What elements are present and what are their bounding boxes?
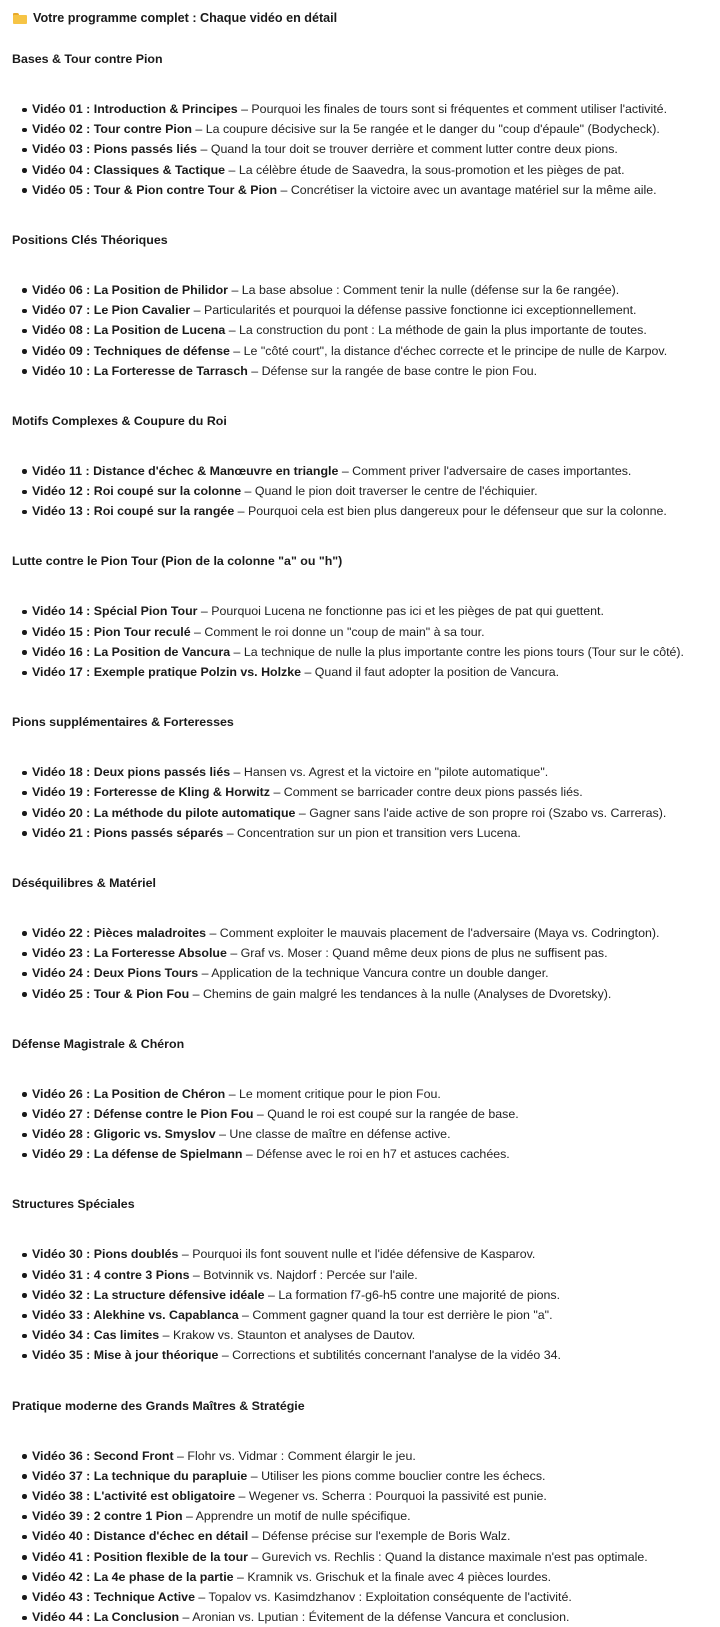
section (12, 1396, 720, 1627)
video-label: Vidéo 39 : 2 contre 1 Pion (32, 1509, 183, 1524)
video-label: Vidéo 22 : Pièces maladroites (32, 925, 207, 940)
video-label: Vidéo 13 : Roi coupé sur la rangée (32, 504, 235, 519)
list-item (12, 461, 720, 481)
section-heading: Motifs Complexes & Coupure du Roi (12, 413, 227, 428)
video-description: Comment exploiter le mauvais placement de l'adversaire (Maya vs. Codrington). (219, 925, 660, 940)
separator: – (189, 986, 203, 1001)
section (12, 49, 720, 230)
list-item (12, 1547, 720, 1567)
separator: – (159, 1328, 173, 1343)
list-item (12, 1446, 720, 1466)
video-label: Vidéo 33 : Alekhine vs. Capablanca (32, 1308, 239, 1322)
video-label: Vidéo 04 : Classiques & Tactique (32, 162, 226, 177)
list-item (12, 119, 720, 139)
separator: – (197, 604, 212, 619)
video-label: Vidéo 19 : Forteresse de Kling & Horwitz (32, 785, 270, 800)
video-description: Quand le roi est coupé sur la rangée de base. (267, 1106, 519, 1121)
video-description: Défense avec le roi en h7 et astuces cachées. (256, 1147, 510, 1162)
list-item (12, 361, 720, 381)
section-heading: Structures Spéciales (12, 1197, 135, 1212)
video-label: Vidéo 01 : Introduction & Principes (32, 102, 238, 116)
video-description: Comment gagner quand la tour est derrière le pion "a". (252, 1308, 553, 1322)
list-item (12, 1305, 720, 1325)
list-item (12, 823, 720, 843)
separator: – (191, 122, 206, 137)
video-description: Aronian vs. Lputian : Évitement de la défense Vancura et conclusion. (192, 1610, 570, 1625)
video-description: Gagner sans l'aide active de son propre roi (Szabo vs. Carreras). (309, 805, 667, 820)
page-title-text: Votre programme complet : Chaque vidéo en détail (33, 11, 338, 25)
list-item (12, 481, 720, 501)
separator: – (223, 825, 238, 840)
video-description: Quand le pion doit traverser le centre de l'échiquier. (254, 484, 538, 499)
list-item (12, 1265, 720, 1285)
video-description: Le "côté court", la distance d'échec correcte et le principe de nulle de Karpov. (243, 343, 668, 358)
separator: – (228, 282, 242, 297)
video-list (12, 1244, 720, 1365)
separator: – (197, 142, 211, 157)
separator: – (234, 504, 248, 519)
separator: – (238, 1308, 253, 1322)
video-description: Pourquoi ils font souvent nulle et l'idée défensive de Kasparov. (192, 1247, 536, 1262)
video-label: Vidéo 09 : Techniques de défense (32, 343, 230, 358)
video-label: Vidéo 27 : Défense contre le Pion Fou (32, 1106, 254, 1121)
video-label: Vidéo 12 : Roi coupé sur la colonne (32, 484, 242, 499)
video-list (12, 461, 720, 522)
section (12, 712, 720, 873)
separator: – (247, 363, 262, 378)
section-heading: Pions supplémentaires & Forteresses (12, 715, 234, 730)
video-label: Vidéo 35 : Mise à jour théorique (32, 1348, 219, 1363)
separator: – (190, 303, 204, 318)
list-item (12, 1345, 720, 1365)
video-description: Botvinnik vs. Najdorf : Percée sur l'aile. (203, 1267, 418, 1282)
video-description: La coupure décisive sur la 5e rangée et le danger du "coup d'épaule" (Bodycheck). (205, 122, 660, 137)
separator: – (194, 1589, 209, 1604)
section-heading: Bases & Tour contre Pion (12, 52, 163, 66)
separator: – (237, 102, 252, 116)
list-item (12, 160, 720, 180)
video-label: Vidéo 03 : Pions passés liés (32, 142, 198, 157)
list-item (12, 1285, 720, 1305)
list-item (12, 1486, 720, 1506)
video-label: Vidéo 30 : Pions doublés (32, 1247, 179, 1262)
separator: – (230, 644, 244, 659)
video-description: La célèbre étude de Saavedra, la sous-promotion et les pièges de pat. (238, 162, 625, 177)
separator: – (173, 1448, 188, 1463)
list-item (12, 923, 720, 943)
list-item (12, 963, 720, 983)
list-item (12, 762, 720, 782)
video-description: Pourquoi cela est bien plus dangereux pour le défenseur que sur la colonne. (248, 504, 667, 519)
video-label: Vidéo 29 : La défense de Spielmann (32, 1147, 243, 1162)
video-description: Kramnik vs. Grischuk et la finale avec 4 pièces lourdes. (247, 1569, 552, 1584)
video-description: Krakow vs. Staunton et analyses de Dautov. (172, 1328, 416, 1343)
video-label: Vidéo 41 : Position flexible de la tour (32, 1549, 248, 1564)
video-description: Défense précise sur l'exemple de Boris Walz. (261, 1529, 511, 1544)
separator: – (301, 665, 315, 679)
video-description: Wegener vs. Scherra : Pourquoi la passivité est punie. (248, 1488, 547, 1503)
separator: – (206, 925, 220, 940)
list-item (12, 139, 720, 159)
video-description: La technique de nulle la plus importante contre les pions tours (Tour sur le côté). (243, 644, 684, 659)
video-label: Vidéo 34 : Cas limites (32, 1328, 160, 1343)
list-item (12, 782, 720, 802)
list-item (12, 280, 720, 300)
list-item (12, 341, 720, 361)
list-item (12, 99, 720, 119)
video-label: Vidéo 08 : La Position de Lucena (32, 323, 226, 338)
video-description: Une classe de maître en défense active. (229, 1127, 451, 1142)
video-label: Vidéo 31 : 4 contre 3 Pions (32, 1267, 190, 1282)
video-description: Application de la technique Vancura contre un double danger. (211, 966, 549, 981)
video-description: Comment priver l'adversaire de cases importantes. (352, 463, 632, 478)
video-label: Vidéo 18 : Deux pions passés liés (32, 765, 231, 780)
video-label: Vidéo 24 : Deux Pions Tours (32, 966, 199, 981)
separator: – (179, 1610, 193, 1625)
separator: – (248, 1529, 262, 1544)
list-item (12, 984, 720, 1004)
section-heading: Pratique moderne des Grands Maîtres & Stratégie (12, 1398, 305, 1413)
separator: – (218, 1348, 233, 1363)
section (12, 230, 720, 411)
list-item (12, 1144, 720, 1164)
video-label: Vidéo 26 : La Position de Chéron (32, 1086, 226, 1101)
list-item (12, 803, 720, 823)
video-label: Vidéo 15 : Pion Tour reculé (32, 624, 191, 639)
video-label: Vidéo 36 : Second Front (32, 1448, 174, 1463)
video-list (12, 601, 720, 682)
video-label: Vidéo 06 : La Position de Philidor (32, 282, 228, 297)
video-description: Le moment critique pour le pion Fou. (239, 1086, 441, 1101)
video-description: La base absolue : Comment tenir la nulle (défense sur la 6e rangée). (241, 282, 620, 297)
video-description: Apprendre un motif de nulle spécifique. (195, 1509, 411, 1524)
separator: – (178, 1247, 193, 1262)
video-label: Vidéo 43 : Technique Active (32, 1589, 195, 1604)
separator: – (235, 1488, 249, 1503)
video-description: Concentration sur un pion et transition vers Lucena. (237, 825, 521, 840)
list-item (12, 1567, 720, 1587)
video-description: Pourquoi Lucena ne fonctionne pas ici et les pièges de pat qui guettent. (211, 604, 604, 619)
video-label: Vidéo 28 : Gligoric vs. Smyslov (32, 1127, 216, 1142)
video-description: Utiliser les pions comme bouclier contre les échecs. (261, 1468, 546, 1483)
video-description: La formation f7-g6-h5 contre une majorité de pions. (278, 1287, 561, 1302)
list-item (12, 501, 720, 521)
list-item (12, 943, 720, 963)
separator: – (253, 1106, 268, 1121)
video-label: Vidéo 17 : Exemple pratique Polzin vs. Holzke (32, 665, 302, 679)
list-item (12, 1587, 720, 1607)
separator: – (225, 162, 239, 177)
video-description: Corrections et subtilités concernant l'analyse de la vidéo 34. (232, 1348, 561, 1363)
list-item (12, 642, 720, 662)
video-label: Vidéo 38 : L'activité est obligatoire (32, 1488, 236, 1503)
separator: – (295, 805, 310, 820)
section-heading: Déséquilibres & Matériel (12, 875, 156, 890)
section (12, 1034, 720, 1195)
list-item (12, 180, 720, 200)
video-description: La construction du pont : La méthode de gain la plus importante de toutes. (239, 323, 647, 338)
separator: – (277, 182, 291, 197)
separator: – (225, 323, 240, 338)
video-label: Vidéo 10 : La Forteresse de Tarrasch (32, 363, 248, 378)
separator: – (189, 1267, 204, 1282)
video-list (12, 1446, 720, 1627)
video-description: Chemins de gain malgré les tendances à la nulle (Analyses de Dvoretsky). (202, 986, 612, 1001)
video-list (12, 280, 720, 381)
separator: – (215, 1127, 230, 1142)
separator: – (338, 463, 353, 478)
video-description: Hansen vs. Agrest et la victoire en "pilote automatique". (243, 765, 549, 780)
separator: – (247, 1549, 262, 1564)
separator: – (225, 1086, 240, 1101)
separator: – (233, 1569, 248, 1584)
separator: – (198, 966, 212, 981)
list-item (12, 1325, 720, 1345)
list-item (12, 1607, 720, 1627)
video-description: Quand il faut adopter la position de Vancura. (314, 665, 560, 679)
section (12, 1194, 720, 1395)
video-description: Concrétiser la victoire avec un avantage matériel sur la même aile. (290, 182, 657, 197)
list-item (12, 300, 720, 320)
video-description: Comment se barricader contre deux pions passés liés. (283, 785, 583, 800)
sections (12, 49, 720, 1627)
video-label: Vidéo 42 : La 4e phase de la partie (32, 1569, 234, 1584)
video-label: Vidéo 05 : Tour & Pion contre Tour & Pion (32, 182, 278, 197)
video-description: Quand la tour doit se trouver derrière et comment lutter contre deux pions. (210, 142, 618, 157)
video-description: Graf vs. Moser : Quand même deux pions de plus ne suffisent pas. (240, 946, 608, 961)
video-description: Gurevich vs. Rechlis : Quand la distance maximale n'est pas optimale. (261, 1549, 648, 1564)
video-description: Flohr vs. Vidmar : Comment élargir le jeu. (187, 1448, 416, 1463)
list-item (12, 601, 720, 621)
video-description: Défense sur la rangée de base contre le pion Fou. (261, 363, 538, 378)
video-label: Vidéo 20 : La méthode du pilote automatique (32, 805, 296, 820)
separator: – (190, 624, 205, 639)
video-description: Comment le roi donne un "coup de main" à sa tour. (204, 624, 485, 639)
separator: – (230, 765, 244, 780)
list-item (12, 1124, 720, 1144)
video-label: Vidéo 16 : La Position de Vancura (32, 644, 231, 659)
video-label: Vidéo 44 : La Conclusion (32, 1610, 180, 1625)
separator: – (241, 484, 255, 499)
separator: – (226, 946, 241, 961)
separator: – (229, 343, 244, 358)
video-description: Topalov vs. Kasimdzhanov : Exploitation conséquente de l'activité. (208, 1589, 572, 1604)
video-list (12, 1084, 720, 1165)
video-list (12, 762, 720, 843)
video-label: Vidéo 11 : Distance d'échec & Manœuvre en triangle (32, 463, 339, 478)
section (12, 873, 720, 1034)
video-label: Vidéo 02 : Tour contre Pion (32, 122, 192, 137)
list-item (12, 1104, 720, 1124)
list-item (12, 1084, 720, 1104)
section (12, 551, 720, 712)
video-list (12, 923, 720, 1004)
video-label: Vidéo 32 : La structure défensive idéale (32, 1287, 265, 1302)
separator: – (242, 1147, 257, 1162)
video-label: Vidéo 40 : Distance d'échec en détail (32, 1529, 249, 1544)
list-item (12, 320, 720, 340)
separator: – (182, 1509, 196, 1524)
video-description: Pourquoi les finales de tours sont si fréquentes et comment utiliser l'activité. (251, 102, 668, 116)
list-item (12, 662, 720, 682)
separator: – (264, 1287, 279, 1302)
separator: – (247, 1468, 262, 1483)
video-label: Vidéo 25 : Tour & Pion Fou (32, 986, 190, 1001)
list-item (12, 1244, 720, 1264)
page-title (12, 8, 720, 28)
section-heading: Lutte contre le Pion Tour (Pion de la colonne "a" ou "h") (12, 554, 343, 569)
list-item (12, 1526, 720, 1546)
section-heading: Défense Magistrale & Chéron (12, 1036, 185, 1051)
list-item (12, 622, 720, 642)
video-label: Vidéo 23 : La Forteresse Absolue (32, 946, 227, 961)
video-label: Vidéo 21 : Pions passés séparés (32, 825, 224, 840)
section-heading: Positions Clés Théoriques (12, 232, 168, 247)
video-description: Particularités et pourquoi la défense passive fonctionne ici exceptionnellement. (203, 303, 637, 318)
video-label: Vidéo 14 : Spécial Pion Tour (32, 604, 198, 619)
section (12, 411, 720, 552)
video-label: Vidéo 07 : Le Pion Cavalier (32, 303, 191, 318)
video-list (12, 99, 720, 200)
list-item (12, 1506, 720, 1526)
list-item (12, 1466, 720, 1486)
separator: – (270, 785, 284, 800)
folder-icon (13, 13, 27, 24)
video-label: Vidéo 37 : La technique du parapluie (32, 1468, 248, 1483)
